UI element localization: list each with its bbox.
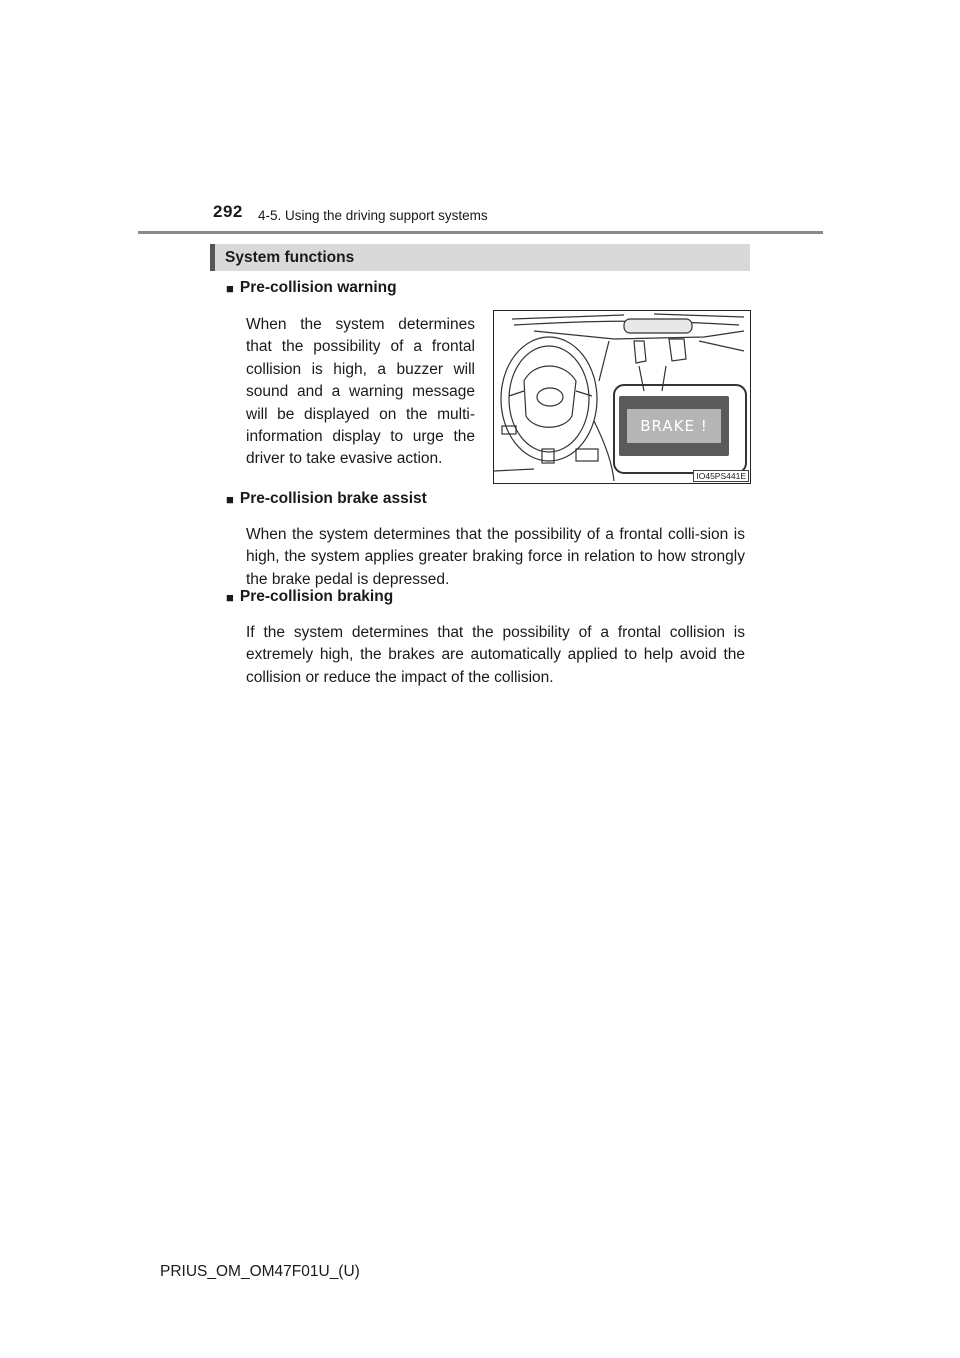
item-text-pre-collision-warning: When the system determines that the possibility of a frontal collision is high, a buzzer will sound and a warning message will be displayed on the multi-information display to urge the driver to take evasive action. bbox=[246, 316, 475, 468]
item-text-pre-collision-braking: If the system determines that the possibility of a frontal collision is extremely high, the brakes are automatically applied to help avoid the collision or reduce the impact of the collision. bbox=[246, 624, 745, 686]
item-title: Pre-collision warning bbox=[239, 279, 397, 296]
bullet-square-icon: ■ bbox=[226, 589, 234, 605]
section-heading bbox=[210, 244, 750, 271]
brake-warning-message: BRAKE ! bbox=[627, 409, 721, 443]
item-heading-pre-collision-warning bbox=[226, 279, 397, 297]
dashboard-illustration bbox=[493, 310, 751, 484]
item-heading-pre-collision-brake-assist bbox=[226, 490, 427, 508]
figure-code: IO45PS441E bbox=[693, 470, 749, 482]
section-heading-text: System functions bbox=[225, 248, 355, 266]
bullet-square-icon: ■ bbox=[226, 280, 234, 296]
header-rule bbox=[138, 231, 823, 234]
multi-information-display bbox=[619, 396, 729, 456]
item-title: Pre-collision braking bbox=[239, 588, 394, 605]
footer-doc-code: PRIUS_OM_OM47F01U_(U) bbox=[160, 1263, 360, 1280]
item-heading-pre-collision-braking bbox=[226, 588, 393, 606]
bullet-square-icon: ■ bbox=[226, 491, 234, 507]
section-path: 4-5. Using the driving support systems bbox=[258, 208, 488, 223]
item-text-pre-collision-brake-assist: When the system determines that the possibility of a frontal colli-sion is high, the system applies greater braking force in relation to how strongly the brake pedal is depressed. bbox=[246, 526, 745, 588]
item-title: Pre-collision brake assist bbox=[239, 490, 427, 507]
page-number: 292 bbox=[213, 202, 243, 221]
